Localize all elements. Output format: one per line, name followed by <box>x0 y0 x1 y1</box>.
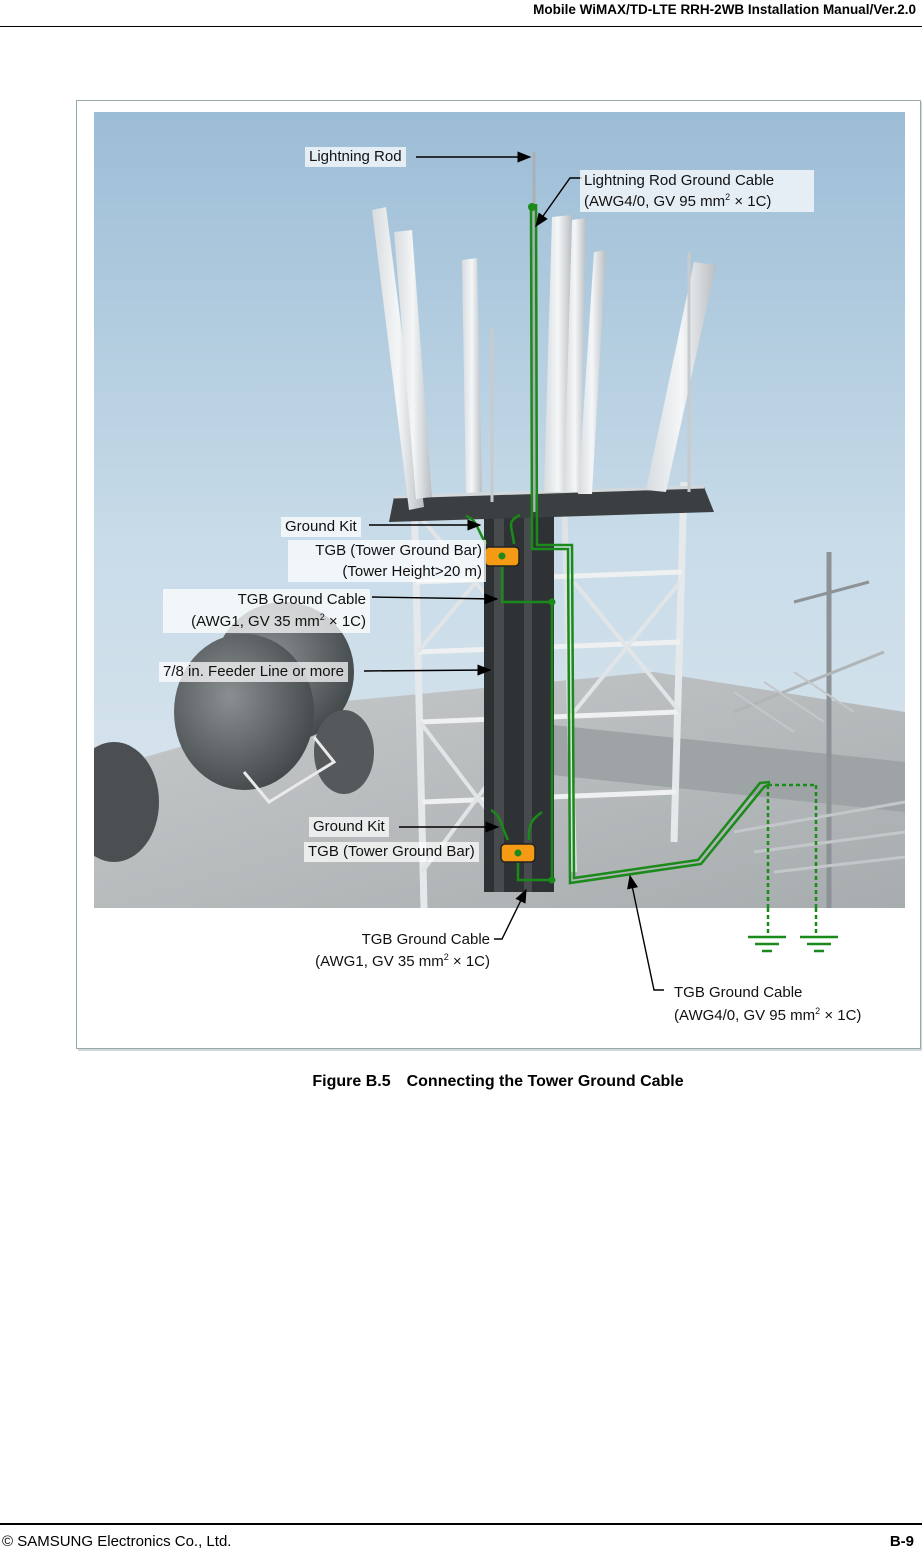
header-title: Mobile WiMAX/TD-LTE RRH-2WB Installation Manual/Ver.2.0 <box>533 2 916 17</box>
ground-symbols <box>748 937 838 951</box>
footer-page-number: B-9 <box>889 1533 914 1550</box>
label-ground-kit-top: Ground Kit <box>281 517 361 537</box>
label-tgb-top <box>288 540 486 582</box>
label-line1: Lightning Rod Ground Cable <box>584 172 775 189</box>
label-tgb-ground-cable-bottom <box>280 929 490 973</box>
label-lightning-rod: Lightning Rod <box>305 147 406 167</box>
label-tgb-bottom: TGB (Tower Ground Bar) <box>304 842 479 862</box>
label-line2: (AWG4/0, GV 95 $mm^2 \times 1C$) <box>674 1006 862 1024</box>
label-line2: (AWG4/0, GV 95 $mm^2 \times 1C$) <box>584 192 772 210</box>
label-line1: TGB (Tower Ground Bar) <box>315 542 482 559</box>
label-feeder-line: 7/8 in. Feeder Line or more <box>159 662 348 682</box>
label-tgb-ground-cable-right <box>674 981 861 1027</box>
footer-copyright: © SAMSUNG Electronics Co., Ltd. <box>2 1533 232 1550</box>
figure-caption <box>0 1073 922 1091</box>
figure-caption-number: Figure B.5 <box>312 1073 391 1090</box>
label-line2: (Tower Height>20 m) <box>342 563 482 580</box>
label-line1: TGB Ground Cable <box>237 591 366 608</box>
label-line1: TGB Ground Cable <box>674 984 803 1001</box>
label-line2: (AWG1, GV 35 $mm^2 \times 1C$) <box>315 952 490 970</box>
footer-rule <box>0 1523 922 1525</box>
label-line1: TGB Ground Cable <box>361 931 490 948</box>
label-tgb-ground-cable-left <box>163 589 370 633</box>
label-lightning-rod-ground-cable <box>580 170 814 212</box>
label-line2: (AWG1, GV 35 $mm^2 \times 1C$) <box>191 612 366 630</box>
label-ground-kit-bottom: Ground Kit <box>309 817 389 837</box>
figure-caption-title: Connecting the Tower Ground Cable <box>406 1073 684 1090</box>
